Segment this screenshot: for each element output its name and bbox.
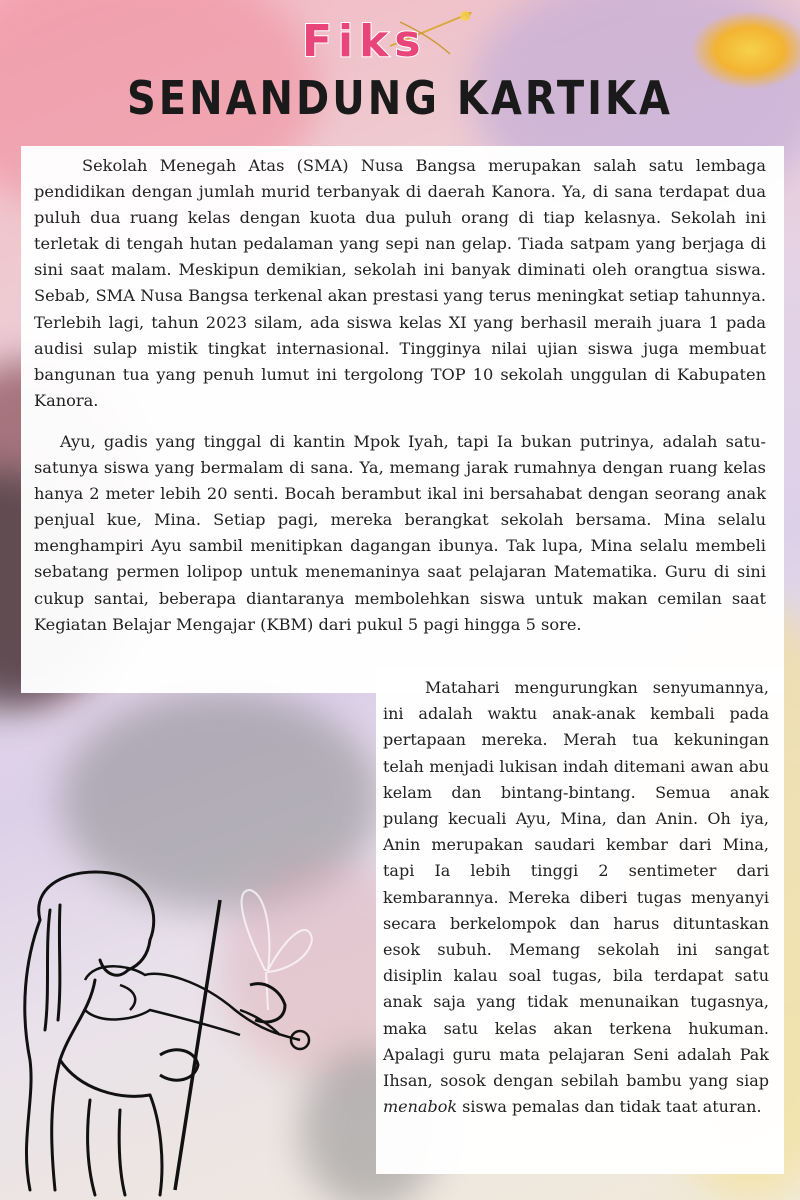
violin-girl-illustration bbox=[0, 860, 330, 1200]
paragraph-3-end: siswa pemalas dan tidak taat aturan. bbox=[457, 1097, 762, 1117]
paragraph-3-italic: menabok bbox=[383, 1097, 458, 1117]
paragraph-2: Ayu, gadis yang tinggal di kantin Mpok Iyah, tapi Ia bukan putrinya, adalah satu-satunya siswa yang bermalam di sana. Ya, memang jarak rumahnya dengan ruang kelas hanya 2 meter lebih 20 senti. Bocah berambut ikal ini bersahabat dengan seorang anak penjual kue, Mina. Setiap pagi, mereka berangkat sekolah bersama. Mina selalu menghampiri Ayu sambil menitipkan dagangan ibunya. Tak lupa, Mina selalu membeli sebatang permen lolipop untuk menemaninya saat pelajaran Matematika. Guru di sini cukup santai, beberapa diantaranya membolehkan siswa untuk makan cemilan saat Kegiatan Belajar Mengajar (KBM) dari pukul 5 pagi hingga 5 sore. bbox=[34, 432, 766, 634]
logo-text: Fiks bbox=[302, 16, 427, 67]
paragraph-1: Sekolah Menegah Atas (SMA) Nusa Bangsa merupakan salah satu lembaga pendidikan dengan jumlah murid terbanyak di daerah Kanora. Ya, di sana terdapat dua puluh dua ruang kelas dengan kuota dua puluh orang di tiap kelasnya. Sekolah ini terletak di tengah hutan pedalaman yang sepi nan gelap. Tiada satpam yang berjaga di sini saat malam. Meskipun demikian, sekolah ini banyak diminati oleh orangtua siswa. Sebab, SMA Nusa Bangsa terkenal akan prestasi yang terus meningkat setiap tahunnya. Terlebih lagi, tahun 2023 silam, ada siswa kelas XI yang berhasil meraih juara 1 pada audisi sulap mistik tingkat internasional. Tingginya nilai ujian siswa juga membuat bangunan tua yang penuh lumut ini tergolong TOP 10 sekolah unggulan di Kabupaten Kanora. bbox=[34, 156, 766, 410]
paragraph-3 bbox=[383, 675, 769, 1120]
fiks-logo bbox=[290, 6, 480, 68]
page-title: SENANDUNG KARTIKA bbox=[126, 72, 674, 126]
paragraph-3-main: Matahari mengurungkan senyumannya, ini adalah waktu anak-anak kembali pada pertapaan mereka. Merah tua kekuningan telah menjadi lukisan indah ditemani awan abu kelam dan bintang-bintang. Semua anak pulang kecuali Ayu, Mina, dan Anin. Oh iya, Anin merupakan saudari kembar dari Mina, tapi Ia lebih tinggi 2 sentimeter dari kembarannya. Mereka diberi tugas menyanyi secara berkelompok dan harus dituntaskan esok subuh. Memang sekolah ini sangat disiplin kalau soal tugas, bila terdapat satu anak saja yang tidak menunaikan tugasnya, maka satu kelas akan terkena hukuman. Apalagi guru mata pelajaran Seni adalah Pak Ihsan, sosok dengan sebilah bambu yang siap bbox=[383, 678, 769, 1091]
